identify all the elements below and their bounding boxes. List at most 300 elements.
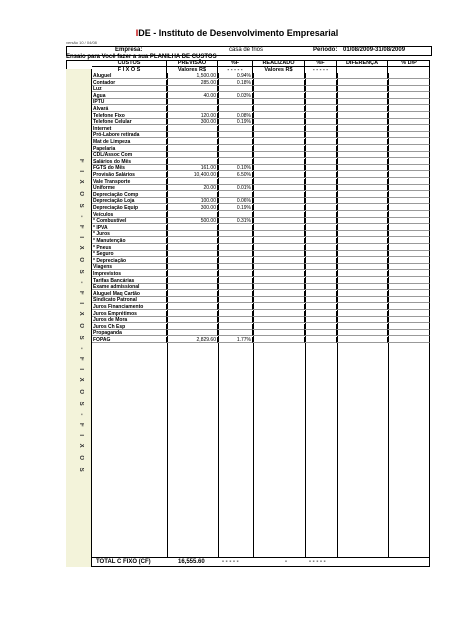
row-name: * Depreciação bbox=[92, 258, 167, 264]
row-previsao[interactable]: 120.00 bbox=[167, 113, 218, 119]
row-previsao[interactable]: 100.00 bbox=[167, 198, 218, 204]
row-previsao[interactable] bbox=[167, 86, 218, 92]
row-name: Veículos bbox=[92, 212, 167, 218]
row-pct bbox=[218, 106, 253, 112]
row-pct2 bbox=[305, 291, 337, 297]
row-realizado[interactable] bbox=[253, 317, 305, 323]
sub-valores-real: Valores R$ bbox=[253, 66, 305, 73]
row-name: Imprevistos bbox=[92, 271, 167, 277]
row-diferenca bbox=[337, 264, 388, 270]
row-realizado[interactable] bbox=[253, 73, 305, 79]
row-dp bbox=[388, 212, 430, 218]
row-diferenca bbox=[337, 192, 388, 198]
row-dp bbox=[388, 126, 430, 132]
row-pct bbox=[218, 245, 253, 251]
row-dp bbox=[388, 172, 430, 178]
row-realizado[interactable] bbox=[253, 311, 305, 317]
row-previsao[interactable] bbox=[167, 132, 218, 138]
row-realizado[interactable] bbox=[253, 106, 305, 112]
row-diferenca bbox=[337, 139, 388, 145]
row-pct bbox=[218, 258, 253, 264]
row-previsao[interactable] bbox=[167, 139, 218, 145]
row-pct bbox=[218, 86, 253, 92]
row-name: Uniforme bbox=[92, 185, 167, 191]
row-dp bbox=[388, 139, 430, 145]
row-pct2 bbox=[305, 324, 337, 330]
row-realizado[interactable] bbox=[253, 304, 305, 310]
table-row bbox=[92, 231, 430, 237]
row-diferenca bbox=[337, 198, 388, 204]
row-pct bbox=[218, 179, 253, 185]
row-previsao[interactable] bbox=[167, 225, 218, 231]
row-realizado[interactable] bbox=[253, 80, 305, 86]
row-diferenca bbox=[337, 73, 388, 79]
row-realizado[interactable] bbox=[253, 146, 305, 152]
row-pct: 0.31% bbox=[218, 218, 253, 224]
row-realizado[interactable] bbox=[253, 324, 305, 330]
row-dp bbox=[388, 198, 430, 204]
row-diferenca bbox=[337, 330, 388, 336]
row-dp bbox=[388, 159, 430, 165]
row-dp bbox=[388, 80, 430, 86]
row-realizado[interactable] bbox=[253, 212, 305, 218]
row-realizado[interactable] bbox=[253, 126, 305, 132]
row-previsao[interactable] bbox=[167, 317, 218, 323]
row-realizado[interactable] bbox=[253, 86, 305, 92]
row-pct bbox=[218, 192, 253, 198]
table-row bbox=[92, 284, 430, 290]
row-pct: 1.77% bbox=[218, 337, 253, 343]
row-realizado[interactable] bbox=[253, 132, 305, 138]
table-row bbox=[92, 146, 430, 152]
row-diferenca bbox=[337, 251, 388, 257]
row-diferenca bbox=[337, 106, 388, 112]
row-pct bbox=[218, 304, 253, 310]
row-dp bbox=[388, 245, 430, 251]
row-name: Contador bbox=[92, 80, 167, 86]
row-previsao[interactable]: 161.00 bbox=[167, 165, 218, 171]
row-name: Depreciação Loja bbox=[92, 198, 167, 204]
row-pct bbox=[218, 139, 253, 145]
row-previsao[interactable]: 300.00 bbox=[167, 205, 218, 211]
row-pct2 bbox=[305, 278, 337, 284]
row-pct bbox=[218, 264, 253, 270]
row-name: Depreciação Comp bbox=[92, 192, 167, 198]
row-previsao[interactable] bbox=[167, 192, 218, 198]
row-dp bbox=[388, 86, 430, 92]
row-previsao[interactable]: 285.00 bbox=[167, 80, 218, 86]
row-pct bbox=[218, 251, 253, 257]
row-pct bbox=[218, 159, 253, 165]
row-pct: 0.06% bbox=[218, 198, 253, 204]
row-name: * Juros bbox=[92, 231, 167, 237]
row-diferenca bbox=[337, 172, 388, 178]
row-pct2 bbox=[305, 106, 337, 112]
table-row bbox=[92, 119, 430, 125]
table-row bbox=[92, 179, 430, 185]
row-diferenca bbox=[337, 146, 388, 152]
table-row bbox=[92, 205, 430, 211]
row-realizado[interactable] bbox=[253, 192, 305, 198]
periodo-value[interactable]: 01/08/2009-31/08/2009 bbox=[343, 47, 406, 53]
row-pct2 bbox=[305, 73, 337, 79]
row-dp bbox=[388, 132, 430, 138]
row-name: Telefone Celular bbox=[92, 119, 167, 125]
row-pct2 bbox=[305, 126, 337, 132]
row-previsao[interactable] bbox=[167, 146, 218, 152]
table-row bbox=[92, 317, 430, 323]
row-dp bbox=[388, 284, 430, 290]
sub-empty-dp bbox=[388, 66, 430, 73]
row-name: Luz bbox=[92, 86, 167, 92]
row-pct: 0.03% bbox=[218, 93, 253, 99]
vertical-band bbox=[66, 69, 92, 567]
total-dash3: - - - - - bbox=[309, 559, 326, 565]
table-row bbox=[92, 278, 430, 284]
row-realizado[interactable] bbox=[253, 205, 305, 211]
col-dp: % D/P bbox=[401, 60, 417, 66]
row-dp bbox=[388, 99, 430, 105]
row-pct bbox=[218, 271, 253, 277]
row-realizado[interactable] bbox=[253, 225, 305, 231]
row-pct bbox=[218, 278, 253, 284]
sub-empty-dif bbox=[337, 66, 388, 73]
table-row bbox=[92, 192, 430, 198]
row-dp bbox=[388, 73, 430, 79]
row-diferenca bbox=[337, 185, 388, 191]
table-row bbox=[92, 198, 430, 204]
row-previsao[interactable] bbox=[167, 126, 218, 132]
row-pct bbox=[218, 330, 253, 336]
row-diferenca bbox=[337, 218, 388, 224]
row-previsao[interactable] bbox=[167, 99, 218, 105]
row-realizado[interactable] bbox=[253, 179, 305, 185]
row-dp bbox=[388, 311, 430, 317]
row-name: Pró-Labore retirada bbox=[92, 132, 167, 138]
row-dp bbox=[388, 218, 430, 224]
row-pct: 0.94% bbox=[218, 73, 253, 79]
row-pct: 0.10% bbox=[218, 165, 253, 171]
row-name: Mat de Limpeza bbox=[92, 139, 167, 145]
row-name: Tarifas Bancárias bbox=[92, 278, 167, 284]
row-pct bbox=[218, 126, 253, 132]
table-row bbox=[92, 185, 430, 191]
row-diferenca bbox=[337, 212, 388, 218]
row-dp bbox=[388, 179, 430, 185]
col-diferenca: DIFERENÇA bbox=[337, 60, 388, 66]
table-row bbox=[92, 297, 430, 303]
row-pct2 bbox=[305, 198, 337, 204]
row-diferenca bbox=[337, 225, 388, 231]
row-diferenca bbox=[337, 304, 388, 310]
row-dp bbox=[388, 165, 430, 171]
row-previsao[interactable] bbox=[167, 297, 218, 303]
row-dp bbox=[388, 238, 430, 244]
row-previsao[interactable] bbox=[167, 238, 218, 244]
row-previsao[interactable] bbox=[167, 304, 218, 310]
table-row bbox=[92, 251, 430, 257]
row-previsao[interactable] bbox=[167, 179, 218, 185]
row-pct2 bbox=[305, 218, 337, 224]
row-diferenca bbox=[337, 324, 388, 330]
row-dp bbox=[388, 278, 430, 284]
row-pct2 bbox=[305, 185, 337, 191]
table-row bbox=[92, 99, 430, 105]
row-realizado[interactable] bbox=[253, 172, 305, 178]
row-dp bbox=[388, 330, 430, 336]
row-dp bbox=[388, 337, 430, 343]
table-row bbox=[92, 218, 430, 224]
ensaio-text: Ensaio para Você fazer a sua PLANILHA DE CUSTOS bbox=[66, 54, 217, 60]
row-previsao[interactable] bbox=[167, 291, 218, 297]
table-row bbox=[92, 337, 430, 343]
page-title bbox=[0, 28, 474, 38]
row-pct2 bbox=[305, 172, 337, 178]
row-realizado[interactable] bbox=[253, 113, 305, 119]
total-value: 16,555.60 bbox=[178, 559, 205, 565]
row-name: Aluguel Maq Cartão bbox=[92, 291, 167, 297]
row-pct bbox=[218, 297, 253, 303]
row-dp bbox=[388, 113, 430, 119]
row-dp bbox=[388, 119, 430, 125]
row-previsao[interactable] bbox=[167, 284, 218, 290]
row-pct2 bbox=[305, 264, 337, 270]
table-row bbox=[92, 86, 430, 92]
row-diferenca bbox=[337, 297, 388, 303]
row-realizado[interactable] bbox=[253, 271, 305, 277]
row-pct2 bbox=[305, 93, 337, 99]
row-pct2 bbox=[305, 132, 337, 138]
row-name: Provisão Salários bbox=[92, 172, 167, 178]
row-pct: 0.19% bbox=[218, 119, 253, 125]
row-diferenca bbox=[337, 93, 388, 99]
row-realizado[interactable] bbox=[253, 251, 305, 257]
table-row bbox=[92, 126, 430, 132]
row-previsao[interactable] bbox=[167, 330, 218, 336]
row-dp bbox=[388, 291, 430, 297]
row-realizado[interactable] bbox=[253, 245, 305, 251]
row-dp bbox=[388, 304, 430, 310]
row-previsao[interactable] bbox=[167, 231, 218, 237]
table-row bbox=[92, 165, 430, 171]
row-name: IPTU bbox=[92, 99, 167, 105]
row-dp bbox=[388, 264, 430, 270]
row-realizado[interactable] bbox=[253, 93, 305, 99]
row-previsao[interactable] bbox=[167, 106, 218, 112]
row-dp bbox=[388, 93, 430, 99]
table-row bbox=[92, 172, 430, 178]
row-pct bbox=[218, 225, 253, 231]
row-realizado[interactable] bbox=[253, 330, 305, 336]
row-name: Aluguel bbox=[92, 73, 167, 79]
row-pct2 bbox=[305, 159, 337, 165]
row-previsao[interactable] bbox=[167, 245, 218, 251]
col-previsao: PREVISÃO bbox=[167, 60, 218, 66]
row-realizado[interactable] bbox=[253, 297, 305, 303]
row-dp bbox=[388, 324, 430, 330]
sub-fixos: F I X O S bbox=[92, 66, 167, 73]
row-dp bbox=[388, 205, 430, 211]
row-pct2 bbox=[305, 238, 337, 244]
row-previsao[interactable] bbox=[167, 264, 218, 270]
row-name: * IPVA bbox=[92, 225, 167, 231]
col-pct2: %F bbox=[305, 60, 337, 66]
row-pct: 0.08% bbox=[218, 113, 253, 119]
row-dp bbox=[388, 185, 430, 191]
row-previsao[interactable] bbox=[167, 278, 218, 284]
col-pct: %F bbox=[218, 60, 253, 66]
total-label: TOTAL C FIXO (CF) bbox=[96, 559, 151, 565]
row-pct2 bbox=[305, 119, 337, 125]
row-diferenca bbox=[337, 80, 388, 86]
sub-dash1: - - - - - bbox=[218, 66, 253, 73]
row-pct bbox=[218, 324, 253, 330]
row-name: Água bbox=[92, 93, 167, 99]
row-realizado[interactable] bbox=[253, 139, 305, 145]
row-dp bbox=[388, 271, 430, 277]
empresa-value[interactable]: casa de frios bbox=[229, 47, 264, 53]
row-name: Juros Ch Esp bbox=[92, 324, 167, 330]
table-row bbox=[92, 80, 430, 86]
row-name: Juros Financiamento bbox=[92, 304, 167, 310]
sub-dash2: - - - - - bbox=[305, 66, 337, 73]
empresa-label: Empresa: bbox=[115, 47, 143, 53]
row-previsao[interactable] bbox=[167, 258, 218, 264]
row-pct2 bbox=[305, 271, 337, 277]
table-row bbox=[92, 271, 430, 277]
row-realizado[interactable] bbox=[253, 198, 305, 204]
row-diferenca bbox=[337, 126, 388, 132]
row-previsao[interactable] bbox=[167, 159, 218, 165]
row-name: * Combustível bbox=[92, 218, 167, 224]
row-previsao[interactable]: 40.00 bbox=[167, 93, 218, 99]
row-name: Juros Emprétimos bbox=[92, 311, 167, 317]
row-previsao[interactable] bbox=[167, 271, 218, 277]
row-realizado[interactable] bbox=[253, 185, 305, 191]
row-realizado[interactable] bbox=[253, 119, 305, 125]
table-row bbox=[92, 311, 430, 317]
row-pct bbox=[218, 231, 253, 237]
row-pct2 bbox=[305, 311, 337, 317]
row-name: Papelaria bbox=[92, 146, 167, 152]
row-realizado[interactable] bbox=[253, 159, 305, 165]
table-row bbox=[92, 132, 430, 138]
row-name: Propaganda bbox=[92, 330, 167, 336]
table-row bbox=[92, 291, 430, 297]
row-realizado[interactable] bbox=[253, 231, 305, 237]
row-diferenca bbox=[337, 271, 388, 277]
row-previsao[interactable] bbox=[167, 324, 218, 330]
row-pct bbox=[218, 284, 253, 290]
row-previsao[interactable]: 1,500.00 bbox=[167, 73, 218, 79]
table-row bbox=[92, 225, 430, 231]
row-pct bbox=[218, 146, 253, 152]
row-previsao[interactable] bbox=[167, 212, 218, 218]
row-previsao[interactable]: 10,400.00 bbox=[167, 172, 218, 178]
row-pct2 bbox=[305, 304, 337, 310]
table-row bbox=[92, 330, 430, 336]
row-name: Viagens bbox=[92, 264, 167, 270]
row-dp bbox=[388, 231, 430, 237]
row-diferenca bbox=[337, 205, 388, 211]
row-dp bbox=[388, 258, 430, 264]
row-dp bbox=[388, 251, 430, 257]
table-row bbox=[92, 152, 430, 158]
row-realizado[interactable] bbox=[253, 258, 305, 264]
row-name: Exame admissional bbox=[92, 284, 167, 290]
sub-valores-prev: Valores R$ bbox=[167, 66, 218, 73]
row-diferenca bbox=[337, 317, 388, 323]
row-realizado[interactable] bbox=[253, 284, 305, 290]
row-diferenca bbox=[337, 311, 388, 317]
col-custos: CUSTOS bbox=[92, 60, 167, 66]
total-dash1: - - - - - bbox=[222, 559, 239, 565]
table-row bbox=[92, 264, 430, 270]
table-row bbox=[92, 159, 430, 165]
row-realizado[interactable] bbox=[253, 291, 305, 297]
row-pct2 bbox=[305, 86, 337, 92]
row-pct bbox=[218, 132, 253, 138]
row-pct2 bbox=[305, 330, 337, 336]
row-diferenca bbox=[337, 245, 388, 251]
row-diferenca bbox=[337, 99, 388, 105]
row-pct: 0.19% bbox=[218, 205, 253, 211]
row-pct2 bbox=[305, 205, 337, 211]
row-realizado[interactable] bbox=[253, 264, 305, 270]
row-diferenca bbox=[337, 238, 388, 244]
row-dp bbox=[388, 297, 430, 303]
row-name: Depreciação Equip bbox=[92, 205, 167, 211]
row-pct2 bbox=[305, 99, 337, 105]
row-name: Vale Transporte bbox=[92, 179, 167, 185]
row-dp bbox=[388, 192, 430, 198]
row-pct bbox=[218, 311, 253, 317]
row-realizado[interactable] bbox=[253, 337, 305, 343]
row-pct2 bbox=[305, 297, 337, 303]
row-name: Sindicato Patronal bbox=[92, 297, 167, 303]
row-previsao[interactable] bbox=[167, 152, 218, 158]
table-row bbox=[92, 73, 430, 79]
table-row bbox=[92, 324, 430, 330]
row-realizado[interactable] bbox=[253, 152, 305, 158]
row-diferenca bbox=[337, 258, 388, 264]
row-name: Juros de Mora bbox=[92, 317, 167, 323]
row-pct2 bbox=[305, 251, 337, 257]
row-realizado[interactable] bbox=[253, 99, 305, 105]
row-pct2 bbox=[305, 231, 337, 237]
row-previsao[interactable]: 300.00 bbox=[167, 119, 218, 125]
row-pct2 bbox=[305, 317, 337, 323]
row-pct bbox=[218, 212, 253, 218]
row-pct2 bbox=[305, 337, 337, 343]
row-name: FOPAG bbox=[92, 337, 167, 343]
row-realizado[interactable] bbox=[253, 165, 305, 171]
row-previsao[interactable]: 500.00 bbox=[167, 218, 218, 224]
row-pct2 bbox=[305, 245, 337, 251]
row-diferenca bbox=[337, 291, 388, 297]
row-pct2 bbox=[305, 165, 337, 171]
row-previsao[interactable] bbox=[167, 311, 218, 317]
row-name: Alvará bbox=[92, 106, 167, 112]
row-previsao[interactable]: 20.00 bbox=[167, 185, 218, 191]
table-row bbox=[92, 258, 430, 264]
row-realizado[interactable] bbox=[253, 278, 305, 284]
row-previsao[interactable] bbox=[167, 251, 218, 257]
row-previsao[interactable]: 2,829.60 bbox=[167, 337, 218, 343]
row-realizado[interactable] bbox=[253, 218, 305, 224]
row-realizado[interactable] bbox=[253, 238, 305, 244]
row-pct2 bbox=[305, 139, 337, 145]
